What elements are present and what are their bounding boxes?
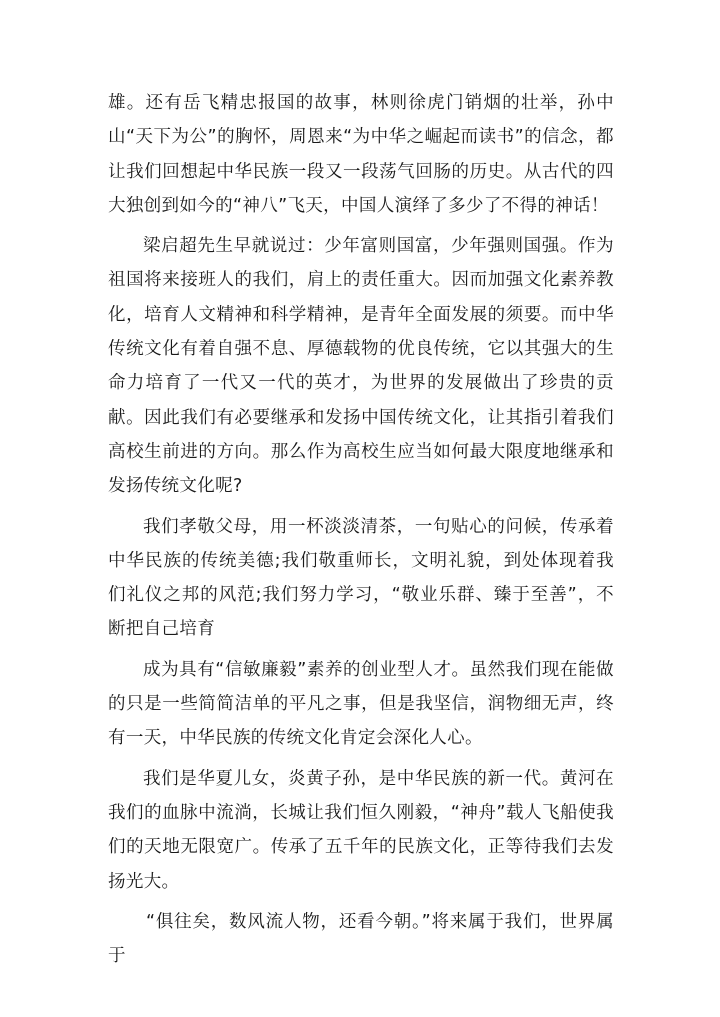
paragraph-talent: 成为具有“信敏廉毅”素养的创业型人才。虽然我们现在能做的只是一些简简洁单的平凡之事，但是我坚信，润物细无声，终有一天，中华民族的传统文化肯定会深化人心。 — [108, 659, 614, 749]
paragraph-new-generation: 我们是华夏儿女，炎黄子孙，是中华民族的新一代。黄河在我们的血脉中流淌，长城让我们恒久刚毅，“神舟”载人飞船使我们的天地无限宽广。传承了五千年的民族文化，正等待我们去发扬光大。 — [108, 768, 614, 892]
paragraph-liang-qichao: 梁启超先生早就说过：少年富则国富，少年强则国强。作为祖国将来接班人的我们，肩上的责任重大。因而加强文化素养教化，培育人文精神和科学精神，是青年全面发展的须要。而中华传统文化有着自强不息、厚德载物的优良传统，它以其强大的生命力培育了一代又一代的英才，为世界的发展做出了珍贵的贡献。因此我们有必要继承和发扬中国传统文化，让其指引着我们高校生前进的方向。那么作为高校生应当如何最大限度地继承和发扬传统文化呢? — [108, 236, 614, 497]
paragraph-historical-heroes: 雄。还有岳飞精忠报国的故事，林则徐虎门销烟的壮举，孙中山“天下为公”的胸怀，周恩来“为中华之崛起而读书”的信念，都让我们回想起中华民族一段又一段荡气回肠的历史。从古代的四大独创到如今的“神八”飞天，中国人演绎了多少了不得的神话！ — [108, 93, 614, 216]
paragraph-filial-piety: 我们孝敬父母，用一杯淡淡清茶，一句贴心的问候，传承着中华民族的传统美德;我们敬重师长，文明礼貌，到处体现着我们礼仪之邦的风范;我们努力学习，“敬业乐群、臻于至善”，不断把自己培育 — [108, 516, 614, 640]
paragraph-closing-quote: “俱往矣，数风流人物，还看今朝。”将来属于我们，世界属于 — [108, 911, 614, 967]
